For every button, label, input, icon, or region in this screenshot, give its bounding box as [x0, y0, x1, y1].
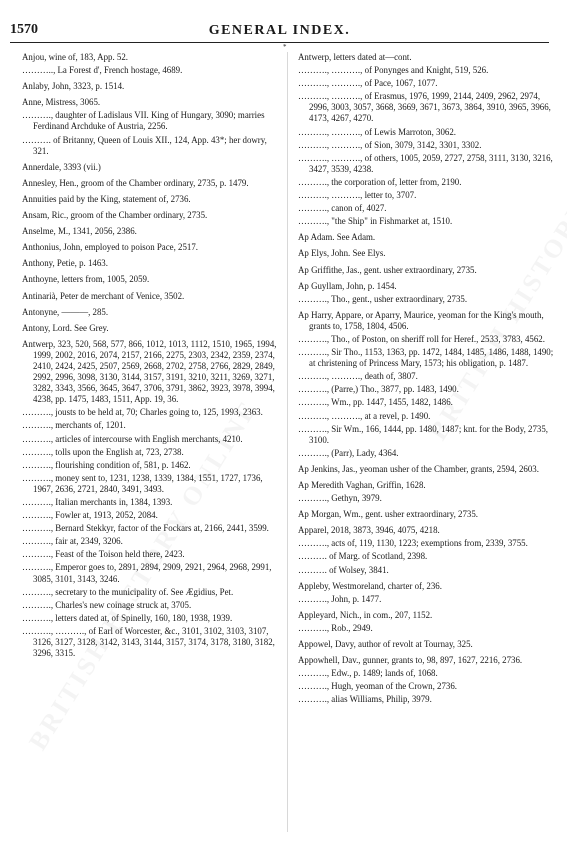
index-subentry: ………., Edw., p. 1489; lands of, 1068. [298, 668, 438, 679]
left-column [22, 52, 284, 661]
index-subentry: ………., Tho., gent., usher extraordinary, 2735. [298, 293, 468, 304]
index-subentry: ………., tolls upon the English at, 723, 2738. [22, 446, 184, 457]
index-entry: Anselme, M., 1341, 2056, 2386. [22, 226, 137, 237]
index-subentry: ………., Italian merchants in, 1384, 1393. [22, 497, 173, 507]
index-subentry: ………., ………., of Pace, 1067, 1077. [298, 78, 438, 89]
index-entry: Ap Adam. See Adam. [298, 232, 376, 243]
index-entry: Annerdale, 3393 (vii.) [22, 161, 101, 172]
index-subentry: ………., ………., of others, 1005, 2059, 2727, 2758, 3111, 3130, 3216, 3427, 3539, 4238. [298, 152, 553, 174]
index-entry: Ap Elys, John. See Elys. [298, 248, 386, 259]
index-subentry: ………. of Wolsey, 3841. [298, 564, 389, 575]
index-entry: Ap Guyllam, John, p. 1454. [298, 280, 397, 291]
index-entry: Anthonius, John, employed to poison Pace, 2517. [22, 242, 199, 253]
index-subentry: ………., flourishing condition of, 581, p. 1462. [22, 459, 191, 470]
index-subentry: ………., secretary to the municipality of. See Ægidius, Pet. [22, 586, 234, 597]
index-subentry: ………., ………., death of, 3807. [298, 371, 418, 382]
index-subentry: ………., alias Williams, Philip, 3979. [298, 694, 432, 705]
index-subentry: ………., Hugh, yeoman of the Crown, 2736. [298, 681, 457, 692]
index-subentry: ………., ………., of Sion, 3079, 3142, 3301, 3302. [298, 139, 482, 150]
page-number: 1570 [10, 22, 38, 37]
index-entry: Appowhell, Dav., gunner, grants to, 98, 897, 1627, 2216, 2736. [298, 655, 523, 666]
index-subentry: ………., Feast of the Toison held there, 2423. [22, 549, 185, 560]
index-subentry: ………., Sir Wm., 166, 1444, pp. 1480, 1487; knt. for the Body, 2735, 3100. [298, 423, 548, 445]
index-subentry: ………. of Britanny, Queen of Louis XII., 124, App. 43*; her dowry, 321. [22, 134, 267, 156]
index-subentry: ………., Rob., 2949. [298, 622, 373, 633]
index-subentry: ………., "the Ship" in Fishmarket at, 1510. [298, 216, 453, 227]
index-subentry: ………., ………., of Lewis Marroton, 3062. [298, 126, 457, 137]
right-column [298, 52, 560, 708]
index-entry: Apparel, 2018, 3873, 3946, 4075, 4218. [298, 525, 440, 536]
index-entry: Ansam, Ric., groom of the Chamber ordinary, 2735. [22, 210, 208, 221]
index-subentry: ………., Sir Tho., 1153, 1363, pp. 1472, 1484, 1485, 1486, 1488, 1490; at christening of Princess Mary, 1573; his obligation, p. 1487. [298, 347, 554, 369]
index-subentry: ………., Gethyn, 3979. [298, 493, 382, 504]
index-entry: Anlaby, John, 3323, p. 1514. [22, 81, 125, 92]
section-mark: * [283, 43, 287, 51]
index-subentry: ………., ………., of Erasmus, 1976, 1999, 2144, 2409, 2962, 2974, 2996, 3003, 3057, 3668, 3669, 3671, 3673, 3864, 3910, 3965, 3966, 4173, 4267, 4270. [298, 91, 551, 124]
index-entry: Antonyne, ———, 285. [22, 306, 109, 317]
index-subentry: ………., Charles's new coinage struck at, 3705. [22, 599, 192, 610]
index-subentry: ………., (Parr), Lady, 4364. [298, 447, 399, 458]
index-subentry: ………. of Marg. of Scotland, 2398. [298, 551, 428, 562]
index-entry: Antwerp, letters dated at—cont. [298, 52, 412, 62]
index-entry: Ap Jenkins, Jas., yeoman usher of the Chamber, grants, 2594, 2603. [298, 463, 539, 474]
index-entry: Appowel, Davy, author of revolt at Tournay, 325. [298, 639, 473, 650]
index-entry: Ap Morgan, Wm., gent. usher extraordinary, 2735. [298, 509, 479, 520]
index-subentry: ……….., La Forest d', French hostage, 4689. [22, 65, 183, 76]
index-subentry: ………., Emperor goes to, 2891, 2894, 2909, 2921, 2964, 2968, 2991, 3085, 3101, 3143, 3246. [22, 562, 272, 584]
index-subentry: ………., John, p. 1477. [298, 593, 382, 604]
index-entry: Ap Meredith Vaghan, Griffin, 1628. [298, 480, 426, 490]
index-subentry: ………., the corporation of, letter from, 2190. [298, 176, 462, 187]
index-entry: Annesley, Hen., groom of the Chamber ordinary, 2735, p. 1479. [22, 177, 249, 188]
column-divider [287, 52, 288, 832]
page-header [10, 22, 549, 43]
index-subentry: ………., ………., at a revel, p. 1490. [298, 410, 431, 421]
index-subentry: ………., letters dated at, of Spinelly, 160, 180, 1938, 1939. [22, 612, 233, 623]
index-subentry: ………., Wm., pp. 1447, 1455, 1482, 1486. [298, 397, 453, 408]
index-subentry: ………., ………., letter to, 3707. [298, 190, 417, 201]
index-entry: Anjou, wine of, 183, App. 52. [22, 52, 129, 62]
index-entry: Ap Griffithe, Jas., gent. usher extraordinary, 2735. [298, 264, 477, 275]
index-entry: Anne, Mistress, 3065. [22, 97, 101, 108]
index-subentry: ………., Tho., of Poston, on sheriff roll for Heref., 2533, 3783, 4562. [298, 333, 545, 344]
index-subentry: ………., acts of, 119, 1130, 1223; exemptions from, 2339, 3755. [298, 538, 528, 549]
index-entry: Ap Harry, Appare, or Aparry, Maurice, yeoman for the King's mouth, grants to, 1758, 1804, 4506. [298, 309, 544, 331]
index-entry: Antwerp, 323, 520, 568, 577, 866, 1012, 1013, 1112, 1510, 1965, 1994, 1999, 2002, 2016, 2074, 2157, 2166, 2275, 2303, 2342, 2359, 2374, 2410, 2424, 2425, 2507, 2569, 2668, 2702, 2758, 2766, 2829, 2849, 2992, 2996, 3098, 3130, 3144, 3157, 3191, 3210, 3211, 3269, 3271, 3282, 3343, 3566, 3645, 3647, 3706, 3791, 3862, 3923, 3978, 3994, 4238, pp. 1475, 1483, 1511, App. 19, 36. [22, 338, 277, 405]
index-entry: Antinarià, Peter de merchant of Venice, 3502. [22, 290, 185, 301]
index-subentry: ………., articles of intercourse with English merchants, 4210. [22, 433, 243, 444]
page-title: GENERAL INDEX. [208, 23, 351, 38]
index-entry: Annuities paid by the King, statement of, 2736. [22, 193, 191, 204]
index-subentry: ………., (Parre,) Tho., 3877, pp. 1483, 1490. [298, 384, 459, 395]
index-subentry: ………., ………., of Earl of Worcester, &c., 3101, 3102, 3103, 3107, 3126, 3127, 3128, 3142, 3143, 3144, 3157, 3174, 3178, 3180, 3182, 3296, 3315. [22, 625, 275, 659]
index-subentry: ………., money sent to, 1231, 1238, 1339, 1384, 1551, 1727, 1736, 1967, 2636, 2721, 2840, 3491, 3493. [22, 472, 263, 494]
index-subentry: ………., jousts to be held at, 70; Charles going to, 125, 1993, 2363. [22, 407, 263, 418]
index-subentry: ………., canon of, 4027. [298, 203, 387, 214]
index-entry: Appleyard, Nich., in com., 207, 1152. [298, 609, 433, 620]
index-subentry: ………., ………., of Ponynges and Knight, 519, 526. [298, 65, 489, 76]
index-subentry: ………., Bernard Stekkyr, factor of the Fockars at, 2166, 2441, 3599. [22, 523, 269, 534]
index-subentry: ………., fair at, 2349, 3206. [22, 536, 123, 547]
index-subentry: ………., Fowler at, 1913, 2052, 2084. [22, 510, 158, 521]
index-entry: Anthoyne, letters from, 1005, 2059. [22, 274, 150, 285]
index-subentry: ………., merchants of, 1201. [22, 420, 126, 431]
index-entry: Anthony, Petie, p. 1463. [22, 258, 108, 269]
index-subentry: ………., daughter of Ladislaus VII. King of Hungary, 3090; marries Ferdinand Archduke of Austria, 2256. [22, 110, 265, 132]
index-entry: Appleby, Westmoreland, charter of, 236. [298, 580, 442, 591]
index-entry: Antony, Lord. See Grey. [22, 322, 109, 333]
